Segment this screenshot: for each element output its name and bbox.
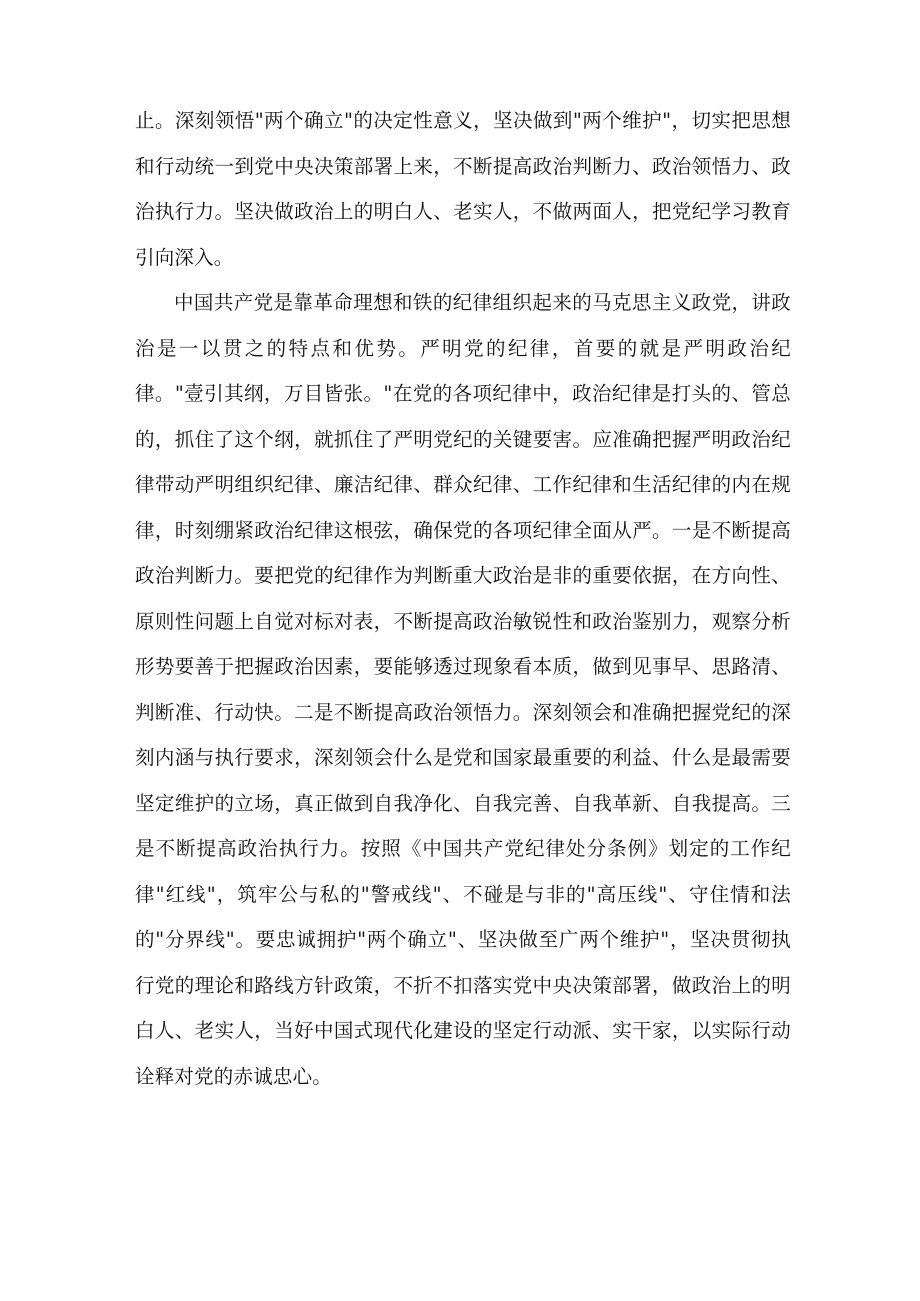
paragraph-political-discipline: 中国共产党是靠革命理想和铁的纪律组织起来的马克思主义政党，讲政治是一以贯之的特点和优势。严明党的纪律，首要的就是严明政治纪律。"壹引其纲，万目皆张。"在党的各项纪律中，政治纪律是打头的、管总的，抓住了这个纲，就抓住了严明党纪的关键要害。应准确把握严明政治纪律带动严明组织纪律、廉洁纪律、群众纪律、工作纪律和生活纪律的内在规律，时刻绷紧政治纪律这根弦，确保党的各项纪律全面从严。一是不断提高政治判断力。要把党的纪律作为判断重大政治是非的重要依据，在方向性、原则性问题上自觉对标对表，不断提高政治敏锐性和政治鉴别力，观察分析形势要善于把握政治因素，要能够透过现象看本质，做到见事早、思路清、判断准、行动快。二是不断提高政治领悟力。深刻领会和准确把握党纪的深刻内涵与执行要求，深刻领会什么是党和国家最重要的利益、什么是最需要坚定维护的立场，真正做到自我净化、自我完善、自我革新、自我提高。三是不断提高政治执行力。按照《中国共产党纪律处分条例》划定的工作纪律"红线"，筑牢公与私的"警戒线"、不碰是与非的"高压线"、守住情和法的"分界线"。要忠诚拥护"两个确立"、坚决做至广两个维护"，坚决贯彻执行党的理论和路线方针政策，不折不扣落实党中央决策部署，做政治上的明白人、老实人，当好中国式现代化建设的坚定行动派、实干家，以实际行动诠释对党的赤诚忠心。 bbox=[135, 291, 791, 1088]
document-body bbox=[135, 98, 791, 1099]
paragraph-continuation: 止。深刻领悟"两个确立"的决定性意义，坚决做到"两个维护"，切实把思想和行动统一到党中央决策部署上来，不断提高政治判断力、政治领悟力、政治执行力。坚决做政治上的明白人、老实人，不做两面人，把党纪学习教育引向深入。 bbox=[135, 109, 791, 269]
